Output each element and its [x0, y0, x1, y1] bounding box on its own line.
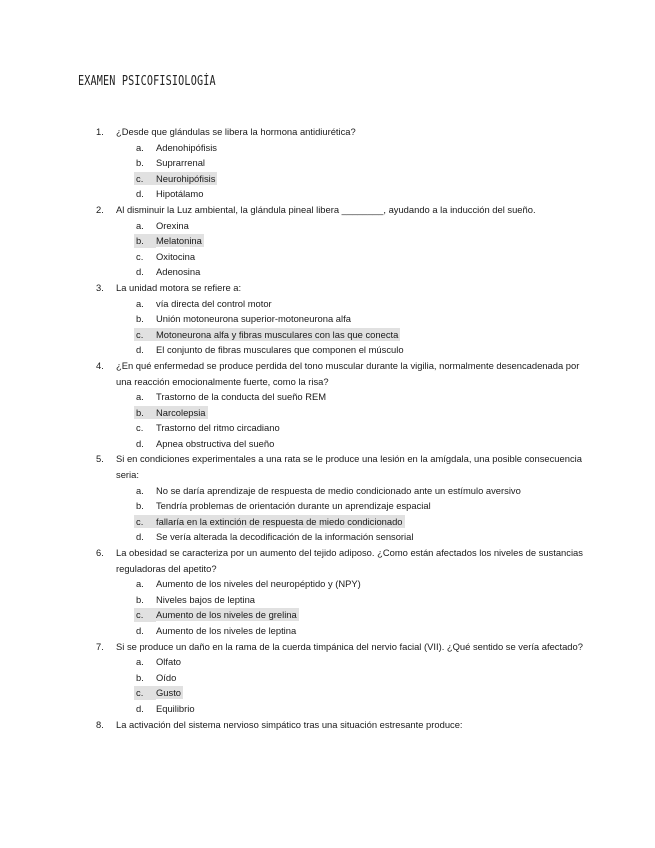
option-text: Equilibrio	[156, 702, 195, 714]
option-text: Unión motoneurona superior-motoneurona alfa	[156, 313, 351, 325]
option-letter: b.	[136, 235, 144, 247]
question-5	[96, 451, 586, 545]
option-item	[116, 436, 586, 452]
option-text: No se daría aprendizaje de respuesta de medio condicionado ante un estímulo aversivo	[156, 484, 521, 496]
option-text: Trastorno del ritmo circadiano	[156, 422, 280, 434]
option-item-selected	[116, 405, 586, 421]
option-text: Apnea obstructiva del sueño	[156, 437, 275, 449]
option-letter: a.	[136, 391, 144, 403]
option-item	[116, 155, 586, 171]
option-list	[116, 296, 586, 358]
option-item	[116, 529, 586, 545]
option-text: Melatonina	[156, 235, 202, 247]
option-item	[116, 342, 586, 358]
option-letter: a.	[136, 219, 144, 231]
question-text: Al disminuir la Luz ambiental, la glándula pineal libera ________, ayudando a la inducción del sueño.	[116, 203, 536, 215]
page-title: EXAMEN PSICOFISIOLOGÍA	[78, 74, 216, 89]
option-item	[116, 592, 586, 608]
question-4	[96, 358, 586, 452]
question-text: La obesidad se caracteriza por un aumento del tejido adiposo. ¿Como están afectados los niveles de sustancias reguladoras del apetito?	[116, 547, 583, 574]
question-text: ¿En qué enfermedad se produce perdida del tono muscular durante la vigilia, normalmente desencadenada por una reacción emocionalmente fuerte, como la risa?	[116, 359, 580, 387]
option-item	[116, 311, 586, 327]
option-letter: b.	[136, 671, 144, 683]
option-item	[116, 483, 586, 499]
option-list	[116, 389, 586, 451]
option-item	[116, 576, 586, 592]
option-item	[116, 264, 586, 280]
question-number: 4.	[96, 359, 104, 371]
option-text: Oído	[156, 671, 177, 683]
question-number: 3.	[96, 281, 104, 293]
option-letter: c.	[136, 250, 144, 262]
option-letter: a.	[136, 297, 144, 309]
question-2	[96, 202, 586, 280]
option-letter: c.	[136, 328, 144, 340]
option-letter: b.	[136, 593, 144, 605]
option-text: Niveles bajos de leptina	[156, 593, 256, 605]
option-letter: c.	[136, 422, 144, 434]
option-item	[116, 218, 586, 234]
option-text: Neurohipófisis	[156, 172, 216, 184]
question-text: La unidad motora se refiere a:	[116, 281, 242, 293]
question-text: Si en condiciones experimentales a una rata se le produce una lesión en la amígdala, una posible consecuencia seria:	[116, 453, 582, 481]
option-item-selected	[116, 607, 586, 623]
option-item	[116, 701, 586, 717]
option-item	[116, 249, 586, 265]
question-number: 5.	[96, 453, 104, 465]
question-text: Si se produce un daño en la rama de la cuerda timpánica del nervio facial (VII). ¿Qué sentido se vería afectado?	[116, 640, 583, 652]
question-1	[96, 124, 586, 202]
option-letter: a.	[136, 484, 144, 496]
option-item-selected	[116, 685, 586, 701]
option-letter: d.	[136, 531, 144, 543]
option-text: Adenohipófisis	[156, 141, 217, 153]
option-text: fallaría en la extinción de respuesta de miedo condicionado	[156, 515, 403, 527]
option-list	[116, 140, 586, 202]
option-item	[116, 654, 586, 670]
option-letter: c.	[136, 172, 144, 184]
option-letter: a.	[136, 578, 144, 590]
option-text: Narcolepsia	[156, 406, 206, 418]
option-list	[116, 576, 586, 638]
option-item	[116, 186, 586, 202]
option-item	[116, 389, 586, 405]
option-text: Oxitocina	[156, 250, 196, 262]
option-item-selected	[116, 327, 586, 343]
option-letter: c.	[136, 515, 144, 527]
option-item	[116, 670, 586, 686]
option-letter: b.	[136, 157, 144, 169]
option-letter: b.	[136, 500, 144, 512]
option-item	[116, 140, 586, 156]
option-text: El conjunto de fibras musculares que componen el músculo	[156, 344, 404, 356]
option-text: Hipotálamo	[156, 188, 204, 200]
question-text: ¿Desde que glándulas se libera la hormona antidiurética?	[116, 126, 356, 137]
option-text: Orexina	[156, 219, 189, 231]
option-list	[116, 654, 586, 716]
option-text: Suprarrenal	[156, 157, 205, 169]
option-text: Se vería alterada la decodificación de la información sensorial	[156, 531, 414, 543]
option-letter: d.	[136, 188, 144, 200]
option-list	[116, 218, 586, 280]
question-3	[96, 280, 586, 358]
question-8	[96, 717, 586, 733]
question-number: 1.	[96, 126, 104, 137]
option-item	[116, 623, 586, 639]
option-item-selected	[116, 514, 586, 530]
option-text: Adenosina	[156, 266, 201, 278]
option-text: Trastorno de la conducta del sueño REM	[156, 391, 327, 403]
question-list	[96, 124, 586, 732]
option-item	[116, 296, 586, 312]
option-text: Aumento de los niveles de leptina	[156, 625, 297, 636]
question-text: La activación del sistema nervioso simpático tras una situación estresante produce:	[116, 718, 463, 730]
option-item-selected	[116, 171, 586, 187]
option-letter: d.	[136, 625, 144, 636]
option-text: vía directa del control motor	[156, 297, 272, 309]
option-text: Aumento de los niveles de grelina	[156, 609, 297, 621]
option-text: Aumento de los niveles del neuropéptido y (NPY)	[156, 578, 361, 590]
question-6	[96, 545, 586, 639]
question-number: 8.	[96, 718, 104, 730]
option-letter: d.	[136, 266, 144, 278]
option-letter: a.	[136, 656, 144, 668]
option-letter: d.	[136, 344, 144, 356]
option-item-selected	[116, 233, 586, 249]
option-text: Motoneurona alfa y fibras musculares con las que conecta	[156, 328, 399, 340]
question-number: 6.	[96, 547, 104, 559]
option-letter: c.	[136, 609, 144, 621]
option-letter: a.	[136, 141, 144, 153]
option-letter: b.	[136, 406, 144, 418]
option-letter: d.	[136, 702, 144, 714]
question-7	[96, 639, 586, 717]
question-number: 7.	[96, 640, 104, 652]
option-text: Olfato	[156, 656, 182, 668]
option-item	[116, 498, 586, 514]
option-letter: d.	[136, 437, 144, 449]
option-text: Tendría problemas de orientación durante un aprendizaje espacial	[156, 500, 431, 512]
option-letter: c.	[136, 687, 144, 699]
question-number: 2.	[96, 203, 104, 215]
option-item	[116, 420, 586, 436]
option-list	[116, 483, 586, 545]
option-letter: b.	[136, 313, 144, 325]
option-text: Gusto	[156, 687, 182, 699]
